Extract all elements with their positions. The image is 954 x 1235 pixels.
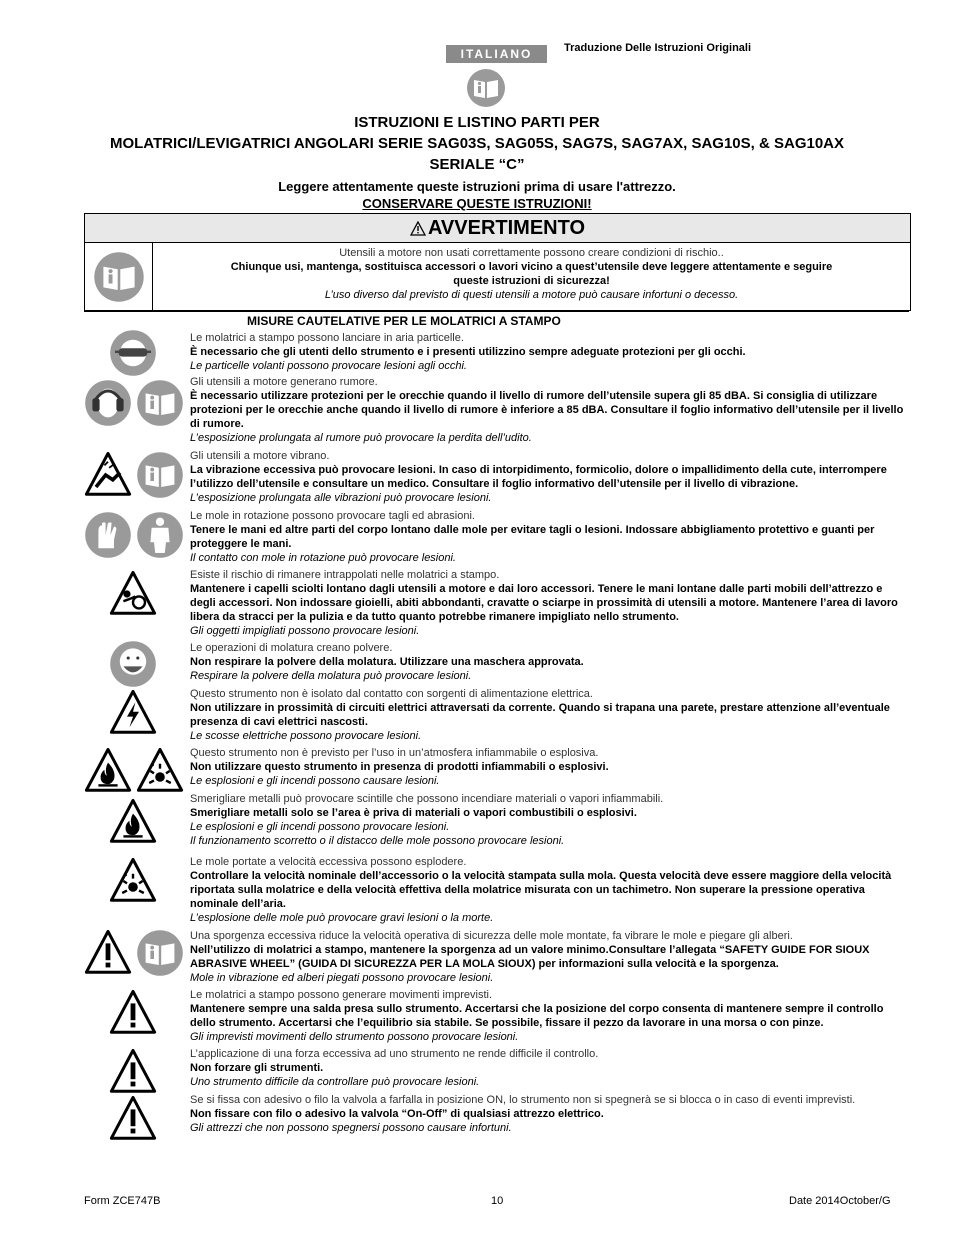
consequence-text: Gli oggetti impigliati possono provocare lesioni. [190,625,420,637]
instruction-text: Nell’utilizzo di molatrici a stampo, mantenere la sporgenza ad un valore minimo.Consultare l’allegata “SAFETY GUIDE FOR SIOUX ABRASIVE WHEEL” (GUIDA DI SICUREZZA PER LA MOLA SIOUX) per informazioni sulla velocità e la sporgenza. [190,944,870,970]
safety-row [190,509,908,565]
document-date: Date 2014October/G [789,1195,891,1207]
electric-shock-icon [109,689,157,742]
hazard-text: Gli utensili a motore generano rumore. [190,376,378,388]
explosion-hazard-icon [109,857,157,910]
hazard-text: L’applicazione di una forza eccessiva ad uno strumento ne rende difficile il controllo. [190,1048,599,1060]
consequence-text: Il contatto con mole in rotazione può provocare lesioni. [190,552,456,564]
hazard-text: Smerigliare metalli può provocare scintille che possono incendiare materiali o vapori infiammabili. [190,793,664,805]
instruction-text: La vibrazione eccessiva può provocare lesioni. In caso di intorpidimento, formicolio, dolore o impallidimento della cute, interrompere l’utilizzo dell’utensile e consultare un medico. Consultare il foglio informativo dell’utensile per il livello di vibrazione. [190,464,887,490]
warning-line-4: L’uso diverso dal previsto di questi utensili a motore può causare infortuni o decesso. [324,289,739,301]
consequence-text: Uno strumento difficile da controllare può provocare lesioni. [190,1076,480,1088]
safety-row [190,687,908,743]
instruction-text: Non utilizzare questo strumento in presenza di prodotti infiammabili o esplosivi. [190,761,609,773]
safety-row [190,929,908,985]
safety-row [190,988,908,1044]
consequence-text: Gli imprevisti movimenti dello strumento possono provocare lesioni. [190,1031,519,1043]
instruction-text: Non fissare con filo o adesivo la valvola “On-Off” di qualsiasi attrezzo elettrico. [190,1108,604,1120]
consequence-text: Gli attrezzi che non possono spegnersi possono causare infortuni. [190,1122,512,1134]
gloves-icon [84,511,132,564]
instruction-text: Non respirare la polvere della molatura. Utilizzare una maschera approvata. [190,656,584,668]
ear-protection-icon [84,379,132,432]
protective-clothing-icon [136,511,184,564]
page-number: 10 [491,1195,504,1207]
warning-triangle-icon [410,221,426,236]
safety-row [190,375,908,445]
fire-hazard-icon [84,747,132,800]
safety-row [190,1093,908,1135]
consequence-text: L’esplosione delle mole può provocare gravi lesioni o la morte. [190,912,494,924]
consequence-text: Mole in vibrazione ed alberi piegati possono provocare lesioni. [190,972,494,984]
eye-protection-icon [109,329,157,382]
hazard-text: Esiste il rischio di rimanere intrappolati nelle molatrici a stampo. [190,569,500,581]
language-badge: ITALIANO [446,45,547,63]
read-manual-icon [136,929,184,982]
section-title: MISURE CAUTELATIVE PER LE MOLATRICI A STAMPO [84,311,909,328]
warning-heading [85,214,910,243]
hazard-text: Le mole portate a velocità eccessiva possono esplodere. [190,856,467,868]
safety-row [190,449,908,505]
respirator-icon [109,640,157,693]
warning-line-3: queste istruzioni di sicurezza! [453,275,610,287]
safety-row [190,855,908,925]
instruction-text: Smerigliare metalli solo se l’area è priva di materiali o vapori combustibili o esplosivi. [190,807,637,819]
consequence-text: Respirare la polvere della molatura può provocare lesioni. [190,670,472,682]
instruction-text: È necessario utilizzare protezioni per le orecchie quando il livello di rumore dell’utensile supera gli 85 dBA. Si consiglia di utilizzare protezioni per le orecchie anche quando il livello di rumore è inferiore a 85 dBA. Consultare il foglio informativo dell’utensile per il livello di rumore. [190,390,904,430]
safety-row [190,331,908,373]
warning-box [84,213,911,311]
hazard-text: Se si fissa con adesivo o filo la valvola a farfalla in posizione ON, lo strumento non si spegnerà se si blocca o in caso di eventi imprevisti. [190,1094,856,1106]
translation-note: Traduzione Delle Istruzioni Originali [564,42,752,54]
safety-row [190,792,908,848]
general-warning-icon [109,989,157,1042]
instruction-text: Mantenere sempre una salda presa sullo strumento. Accertarsi che la posizione del corpo consenta di mantenere sempre il controllo dello strumento. Accertarsi che l’equilibrio sia stabile. Se possibile, fissare il pezzo da lavorare in una morsa o con pinze. [190,1003,884,1029]
general-warning-icon [109,1048,157,1101]
instruction-text: Non utilizzare in prossimità di circuiti elettrici attraversati da corrente. Quando si trapana una parete, prestare attenzione all’eventuale presenza di cavi elettrici nascosti. [190,702,890,728]
form-number: Form ZCE747B [84,1195,161,1207]
title-line-2: MOLATRICI/LEVIGATRICI ANGOLARI SERIE SAG03S, SAG05S, SAG7S, SAG7AX, SAG10S, & SAG10AX [109,135,845,152]
fire-hazard-icon [109,798,157,851]
vibration-icon [84,451,132,504]
warning-line-1: Utensili a motore non usati correttamente possono creare condizioni di rischio.. [339,247,724,259]
hazard-text: Le operazioni di molatura creano polvere. [190,642,393,654]
instruction-text: Controllare la velocità nominale dell’accessorio o la velocità stampata sulla mola. Questa velocità deve essere maggiore della velocità riportata sulla molatrice e della velocità effettiva della molatrice misurata con un tachimetro. Non superare la pressione operativa nominale dell’aria. [190,870,892,910]
read-instructions-note: Leggere attentamente queste istruzioni prima di usare l'attrezzo. [278,179,676,194]
warning-heading-text: AVVERTIMENTO [427,217,586,239]
safety-row [190,746,908,788]
read-manual-icon [136,451,184,504]
consequence-text: Le scosse elettriche possono provocare lesioni. [190,730,422,742]
hazard-text: Gli utensili a motore vibrano. [190,450,330,462]
safety-row [190,1047,908,1089]
warning-line-2: Chiunque usi, mantenga, sostituisca accessori o lavori vicino a quest’utensile deve leggere attentamente e seguire [230,261,833,273]
consequence-text: L’esposizione prolungata al rumore può provocare la perdita dell’udito. [190,432,532,444]
hazard-text: Le molatrici a stampo possono generare movimenti imprevisti. [190,989,493,1001]
instruction-text: È necessario che gli utenti dello strumento e i presenti utilizzino sempre adeguate protezioni per gli occhi. [190,346,746,358]
consequence-text: L’esposizione prolungata alle vibrazioni può provocare lesioni. [190,492,492,504]
title-line-3: SERIALE “C” [429,156,525,173]
read-manual-icon [85,243,153,310]
keep-instructions-note: CONSERVARE QUESTE ISTRUZIONI! [362,196,592,211]
hazard-text: Le mole in rotazione possono provocare tagli ed abrasioni. [190,510,475,522]
instruction-text: Mantenere i capelli sciolti lontano dagli utensili a motore e dai loro accessori. Tenere le mani lontane dalle parti mobili dell’attrezzo e degli accessori. Non indossare gioielli, abiti abbondanti, cravatte o sciarpe in prossimità di utensili a motore. Mantenere l’area di lavoro libera da stracci per la pulizia e da tutto quanto potrebbe rimanere impigliato nello strumento. [190,583,898,623]
entanglement-icon [109,570,157,623]
safety-row [190,568,908,638]
consequence-text-2: Il funzionamento scorretto o il distacco delle mole possono provocare lesioni. [190,835,565,847]
hazard-text: Una sporgenza eccessiva riduce la velocità operativa di sicurezza delle mole montate, fa vibrare le mole e piegare gli alberi. [190,930,793,942]
document-titles [0,113,954,212]
safety-row [190,641,908,683]
title-line-1: ISTRUZIONI E LISTINO PARTI PER [354,114,600,131]
read-manual-icon [136,379,184,432]
hazard-text: Questo strumento non è isolato dal contatto con sorgenti di alimentazione elettrica. [190,688,593,700]
hazard-text: Questo strumento non è previsto per l’uso in un’atmosfera infiammabile o esplosiva. [190,747,599,759]
read-manual-icon [466,68,506,113]
instruction-text: Tenere le mani ed altre parti del corpo lontano dalle mole per evitare tagli o lesioni. Indossare abbigliamento protettivo e guanti per proteggere le mani. [190,524,875,550]
consequence-text: Le esplosioni e gli incendi possono causare lesioni. [190,775,440,787]
hazard-text: Le molatrici a stampo possono lanciare in aria particelle. [190,332,464,344]
general-warning-icon [84,929,132,982]
consequence-text: Le esplosioni e gli incendi possono provocare lesioni. [190,821,450,833]
consequence-text: Le particelle volanti possono provocare lesioni agli occhi. [190,360,467,372]
explosion-hazard-icon [136,747,184,800]
general-warning-icon [109,1095,157,1148]
instruction-text: Non forzare gli strumenti. [190,1062,324,1074]
